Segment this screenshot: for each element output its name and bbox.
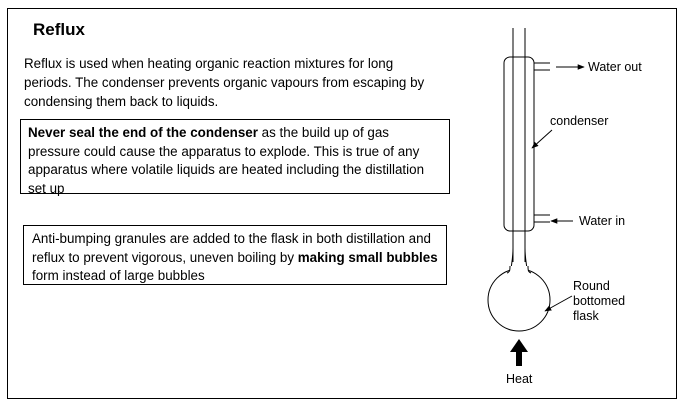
granules-text-before: Anti-bumping granules are added to the flask in both distillation and reflux to prevent vigorous, uneven boiling by [32, 231, 431, 265]
warning-bold-text: Never seal the end of the condenser [28, 125, 258, 140]
condenser-pointer [532, 130, 552, 148]
round-bottomed-flask [488, 269, 550, 331]
intro-paragraph: Reflux is used when heating organic reaction mixtures for long periods. The condenser prevents organic vapours from escaping by condensing them back to liquids. [24, 56, 425, 109]
condenser-label: condenser [550, 114, 609, 128]
granules-bold-text: making small bubbles [297, 249, 438, 265]
heat-label: Heat [506, 372, 533, 386]
flask-label-line3: flask [573, 309, 599, 323]
flask-label-line2: bottomed [573, 294, 626, 308]
water-out-side-arm [534, 63, 550, 70]
water-in-label: Water in [579, 214, 626, 228]
water-in-side-arm [534, 215, 550, 222]
inner-tube [513, 28, 525, 262]
flask-label-line1: Round [573, 279, 610, 293]
warning-text: as the build up of gas pressure could cause the apparatus to explode. This is true of any apparatus where volatile liquids are heated including the distillation set up [28, 125, 425, 196]
heat-arrow [510, 339, 528, 366]
water-out-label: Water out [588, 60, 642, 74]
condenser-jacket [504, 57, 534, 231]
granules-text-after: form instead of large bubbles [32, 268, 205, 283]
page-title: Reflux [33, 20, 85, 39]
